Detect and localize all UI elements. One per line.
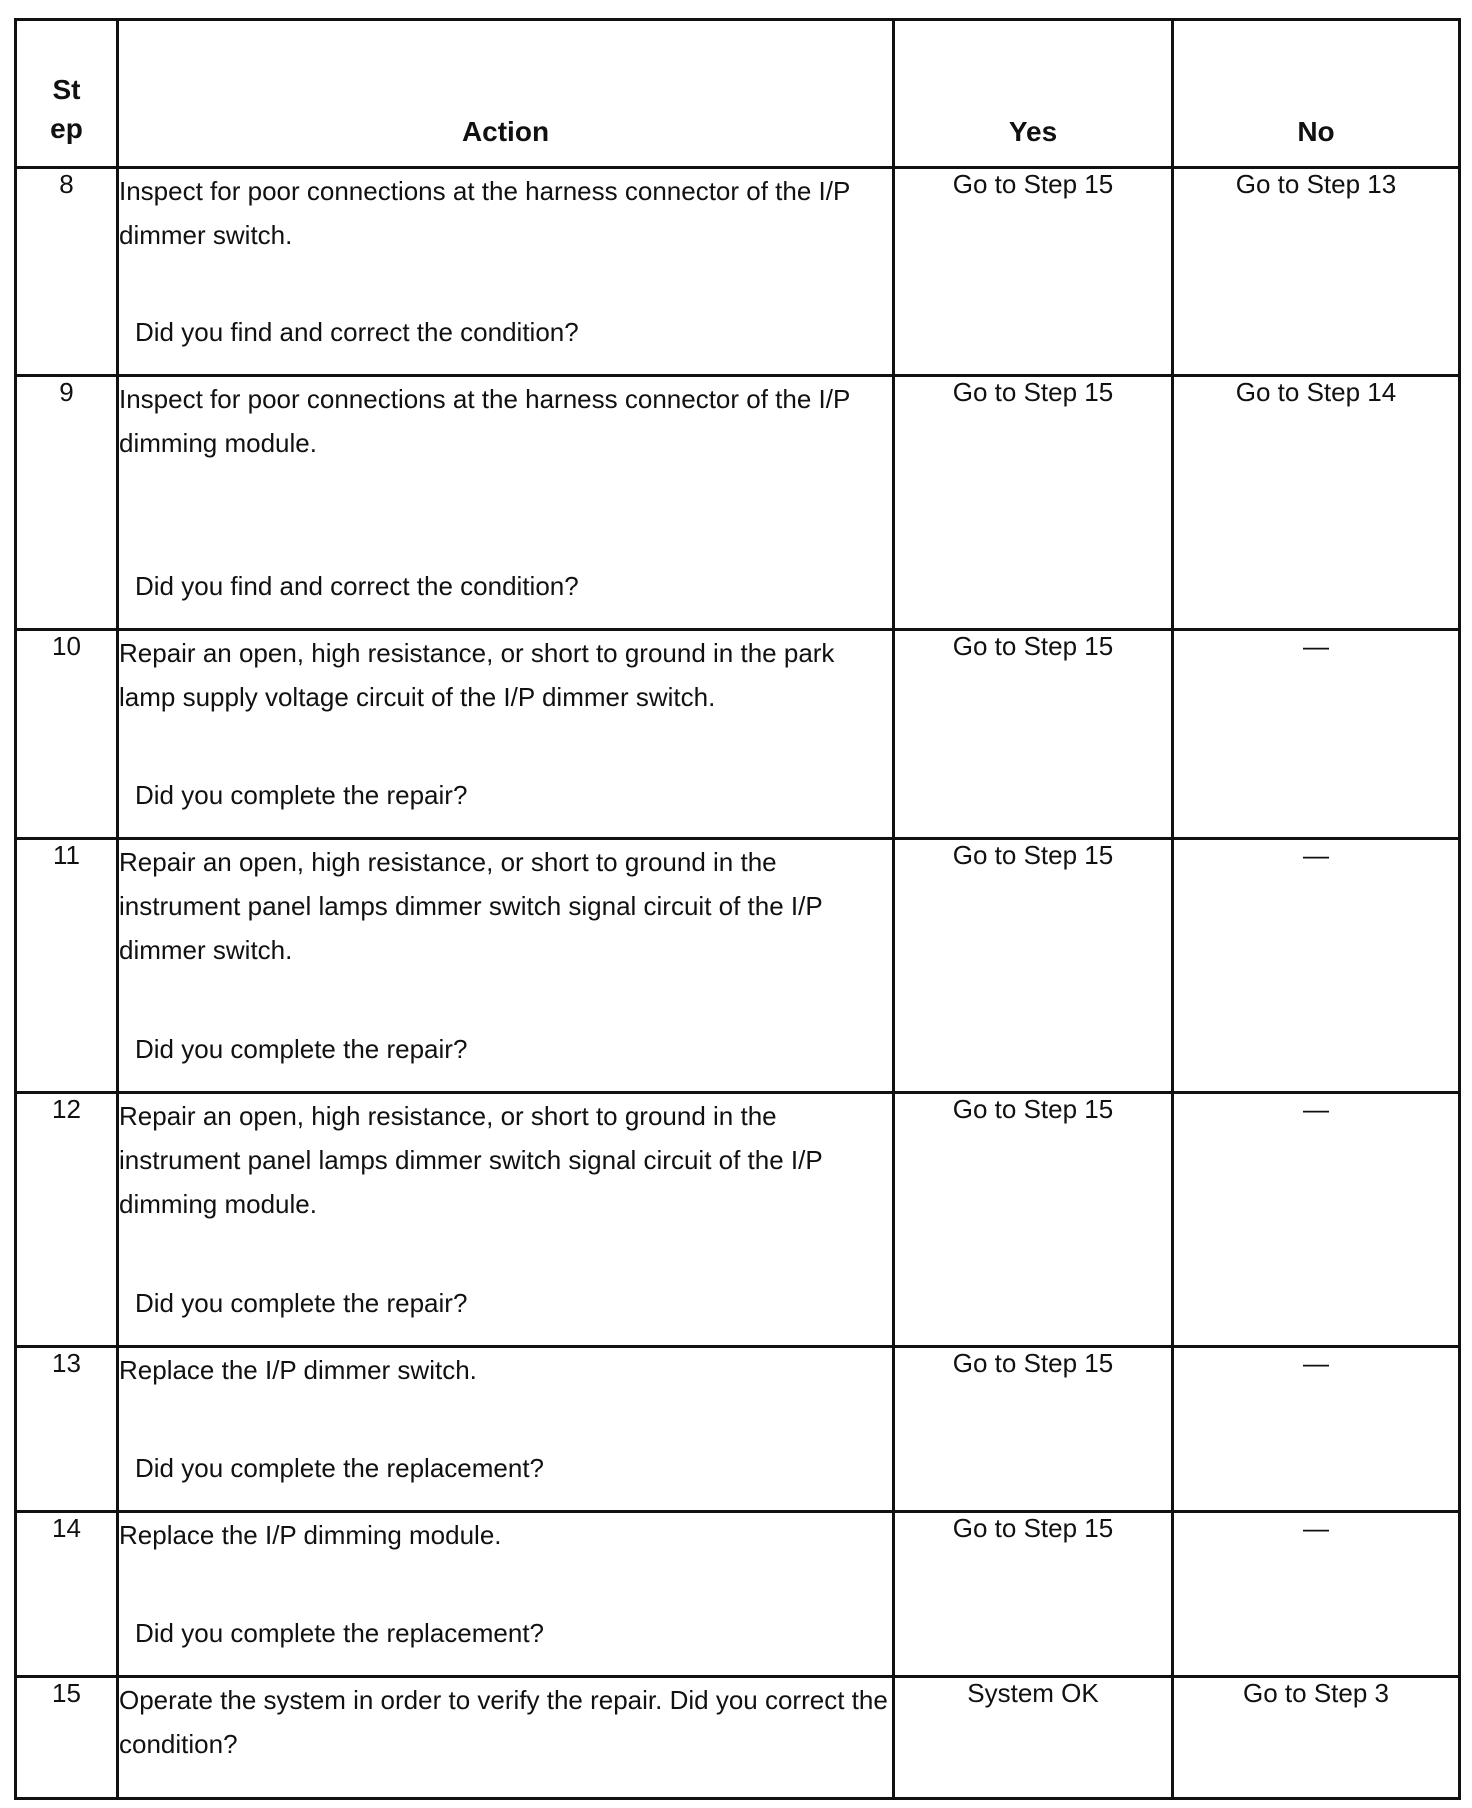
- header-step: St ep: [16, 20, 118, 168]
- yes-result: Go to Step 15: [894, 839, 1173, 1093]
- action-text: Operate the system in order to verify the repair. Did you correct the condition?: [119, 1685, 888, 1759]
- table-row: [16, 839, 1460, 1093]
- action-cell: [118, 168, 894, 376]
- action-cell: [118, 839, 894, 1093]
- no-result: —: [1173, 839, 1460, 1093]
- no-result: —: [1173, 1347, 1460, 1512]
- step-number: 13: [16, 1347, 118, 1512]
- step-number: 15: [16, 1677, 118, 1799]
- action-cell: [118, 1093, 894, 1347]
- step-number: 9: [16, 376, 118, 630]
- table-row: [16, 1093, 1460, 1347]
- no-result: Go to Step 14: [1173, 376, 1460, 630]
- yes-result: System OK: [894, 1677, 1173, 1799]
- action-question: Did you find and correct the condition?: [135, 571, 579, 601]
- header-action: Action: [118, 20, 894, 168]
- table-row: [16, 1677, 1460, 1799]
- step-number: 8: [16, 168, 118, 376]
- action-text: Repair an open, high resistance, or short to ground in the instrument panel lamps dimmer switch signal circuit of the I/P dimmer switch.: [119, 847, 823, 965]
- step-number: 11: [16, 839, 118, 1093]
- action-cell: [118, 630, 894, 839]
- action-text: Repair an open, high resistance, or short to ground in the instrument panel lamps dimmer switch signal circuit of the I/P dimming module.: [119, 1101, 823, 1219]
- no-result: Go to Step 3: [1173, 1677, 1460, 1799]
- no-result: —: [1173, 630, 1460, 839]
- header-row: [16, 20, 1460, 168]
- action-question: Did you complete the repair?: [135, 780, 468, 810]
- action-cell: [118, 1512, 894, 1677]
- step-number: 12: [16, 1093, 118, 1347]
- yes-result: Go to Step 15: [894, 168, 1173, 376]
- action-text: Repair an open, high resistance, or short to ground in the park lamp supply voltage circuit of the I/P dimmer switch.: [119, 638, 835, 712]
- action-text: Replace the I/P dimming module.: [119, 1520, 502, 1550]
- action-text: Inspect for poor connections at the harness connector of the I/P dimming module.: [119, 384, 850, 458]
- diagnostic-table: [14, 18, 1461, 1800]
- table-row: [16, 168, 1460, 376]
- action-question: Did you complete the repair?: [135, 1034, 468, 1064]
- action-cell: [118, 1347, 894, 1512]
- no-result: —: [1173, 1093, 1460, 1347]
- step-number: 10: [16, 630, 118, 839]
- yes-result: Go to Step 15: [894, 376, 1173, 630]
- table-row: [16, 1347, 1460, 1512]
- action-cell: [118, 376, 894, 630]
- no-result: Go to Step 13: [1173, 168, 1460, 376]
- yes-result: Go to Step 15: [894, 1512, 1173, 1677]
- action-question: Did you complete the replacement?: [135, 1453, 545, 1483]
- action-question: Did you complete the replacement?: [135, 1618, 545, 1648]
- yes-result: Go to Step 15: [894, 630, 1173, 839]
- action-question: Did you complete the repair?: [135, 1288, 468, 1318]
- table-row: [16, 376, 1460, 630]
- action-text: Replace the I/P dimmer switch.: [119, 1355, 477, 1385]
- action-cell: [118, 1677, 894, 1799]
- action-question: Did you find and correct the condition?: [135, 317, 579, 347]
- header-no: No: [1173, 20, 1460, 168]
- step-number: 14: [16, 1512, 118, 1677]
- table-row: [16, 630, 1460, 839]
- table-row: [16, 1512, 1460, 1677]
- no-result: —: [1173, 1512, 1460, 1677]
- header-yes: Yes: [894, 20, 1173, 168]
- action-text: Inspect for poor connections at the harness connector of the I/P dimmer switch.: [119, 176, 850, 250]
- yes-result: Go to Step 15: [894, 1347, 1173, 1512]
- yes-result: Go to Step 15: [894, 1093, 1173, 1347]
